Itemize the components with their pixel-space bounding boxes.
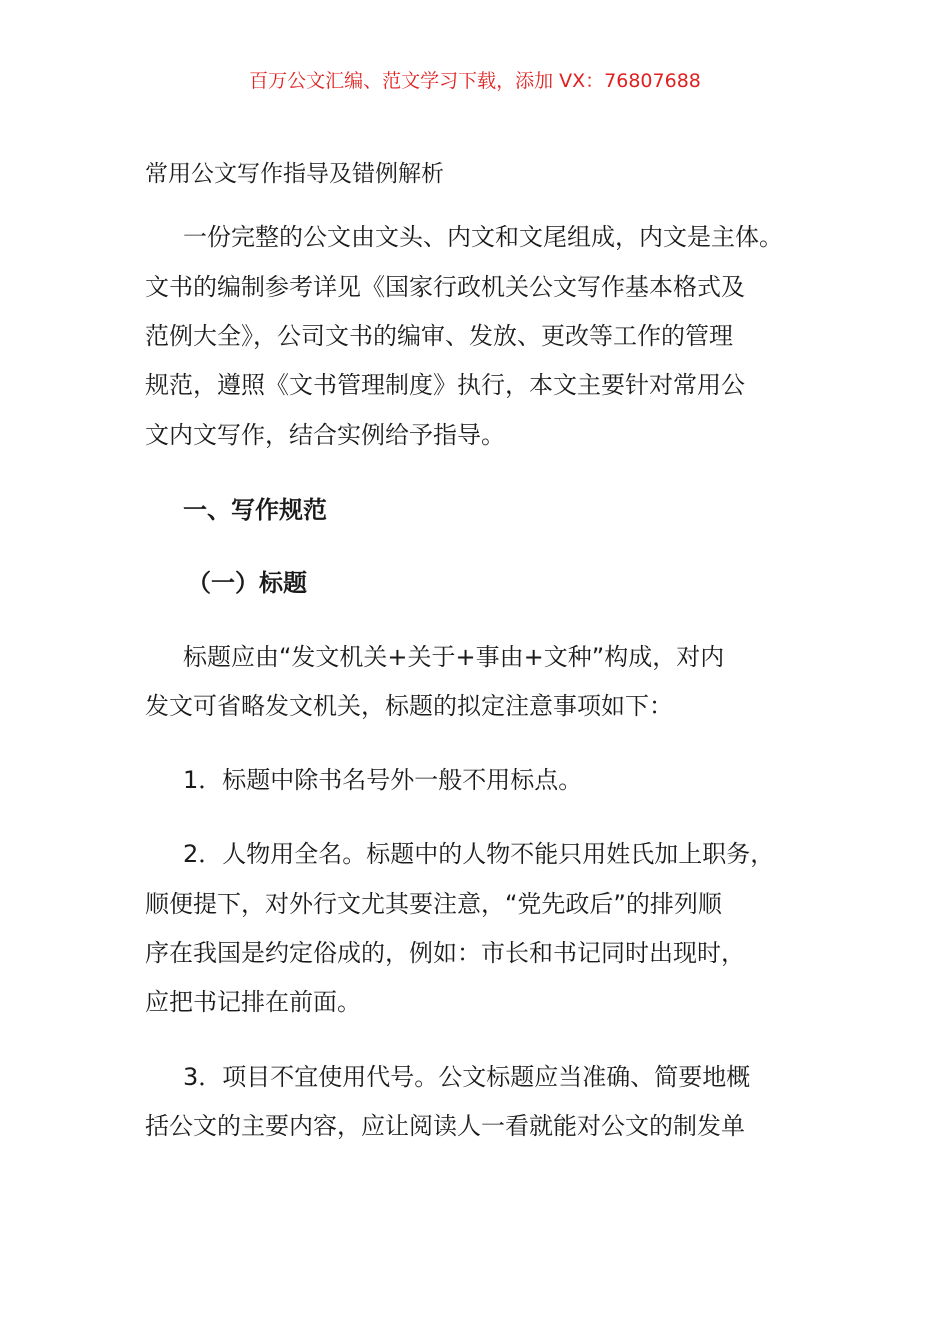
section-heading: 一、写作规范 <box>183 496 327 524</box>
subsection-heading: （一）标题 <box>187 569 307 597</box>
intro-line: 文内文写作，结合实例给予指导。 <box>145 421 505 449</box>
intro-line: 范例大全》，公司文书的编审、发放、更改等工作的管理 <box>145 322 733 350</box>
list-item-3-line: 括公文的主要内容，应让阅读人一看就能对公文的制发单 <box>145 1112 745 1140</box>
paragraph-line: 发文可省略发文机关，标题的拟定注意事项如下： <box>145 692 673 720</box>
intro-line: 规范，遵照《文书管理制度》执行，本文主要针对常用公 <box>145 371 745 399</box>
document-title: 常用公文写作指导及错例解析 <box>145 161 444 187</box>
list-item-1: 1．标题中除书名号外一般不用标点。 <box>183 766 583 794</box>
list-item-2-line: 2．人物用全名。标题中的人物不能只用姓氏加上职务， <box>183 840 775 868</box>
list-item-2-line: 顺便提下，对外行文尤其要注意，“党先政后”的排列顺 <box>145 890 722 918</box>
intro-line: 一份完整的公文由文头、内文和文尾组成，内文是主体。 <box>183 223 783 251</box>
intro-line: 文书的编制参考详见《国家行政机关公文写作基本格式及 <box>145 273 745 301</box>
paragraph-line: 标题应由“发文机关+关于+事由+文种”构成，对内 <box>183 643 725 671</box>
watermark-header: 百万公文汇编、范文学习下载，添加 VX：76807688 <box>249 70 701 92</box>
list-item-2-line: 应把书记排在前面。 <box>145 988 361 1016</box>
list-item-2-line: 序在我国是约定俗成的，例如：市长和书记同时出现时， <box>145 939 745 967</box>
list-item-3-line: 3．项目不宜使用代号。公文标题应当准确、简要地概 <box>183 1063 751 1091</box>
